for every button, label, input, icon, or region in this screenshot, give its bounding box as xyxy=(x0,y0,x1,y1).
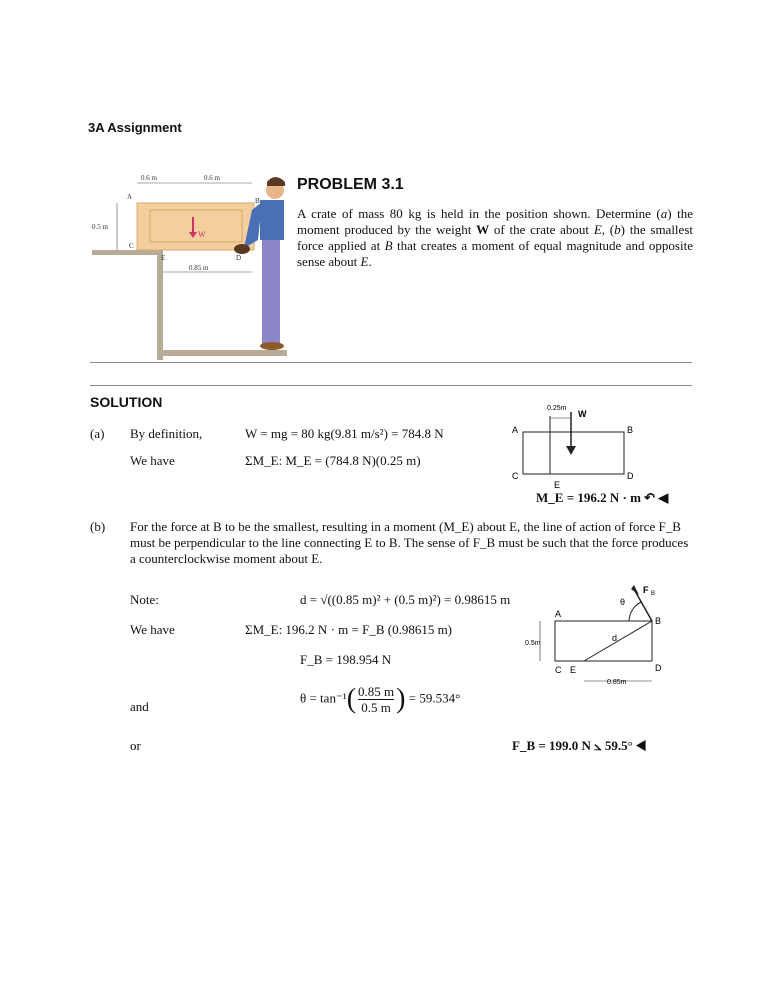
svg-text:C: C xyxy=(555,665,562,675)
divider xyxy=(90,385,692,386)
equation: F_B = 198.954 N xyxy=(300,652,392,667)
svg-text:C: C xyxy=(129,242,134,250)
problem-title: PROBLEM 3.1 xyxy=(297,176,404,193)
svg-text:A: A xyxy=(512,425,519,435)
part-a-diagram xyxy=(510,400,670,490)
equation: ΣM_E: 196.2 N · m = F_B (0.98615 m) xyxy=(245,622,453,637)
part-b-text: For the force at B to be the smallest, resulting in a moment (M_E) about E, the line of action of force F_B must be perpendicular to the line connecting E to B. The sense of F_B must be such that the force produces a counterclockwise moment about E. xyxy=(130,519,689,566)
dim-height: 0.5 m xyxy=(92,223,108,231)
equation: W = mg = 80 kg(9.81 m/s²) = 784.8 N xyxy=(245,426,444,441)
dim-top-left: 0.6 m xyxy=(141,174,157,182)
dim-label: 0.85m xyxy=(607,679,627,686)
svg-text:B: B xyxy=(255,197,260,205)
svg-text:B: B xyxy=(655,616,662,626)
final-answer: F_B = 199.0 N ⦣ 59.5° ◀ xyxy=(512,738,647,753)
part-b-label: (b) xyxy=(90,519,106,534)
svg-text:E: E xyxy=(161,254,166,262)
part-a-label: (a) xyxy=(90,426,105,441)
page-heading: 3A Assignment xyxy=(88,120,182,135)
text: Note: xyxy=(130,592,159,607)
dim-label: 0.25m xyxy=(547,405,567,412)
svg-text:B: B xyxy=(651,591,656,597)
dim-top-right: 0.6 m xyxy=(204,174,220,182)
text: By definition, xyxy=(130,426,203,441)
svg-text:θ: θ xyxy=(620,597,626,607)
theta-equation: θ = tan⁻¹( $\frac{0.85 m}{0.5 m}$ ) = 59.534° xyxy=(300,683,461,715)
crate-figure xyxy=(92,160,292,360)
svg-text:E: E xyxy=(570,665,577,675)
equation: d = √((0.85 m)² + (0.5 m)²) = 0.98615 m xyxy=(300,592,511,607)
svg-text:D: D xyxy=(655,663,662,673)
text: or xyxy=(130,738,141,753)
svg-text:W: W xyxy=(198,230,206,239)
text: We have xyxy=(130,453,175,468)
divider xyxy=(90,362,692,363)
text: We have xyxy=(130,622,175,637)
svg-text:D: D xyxy=(236,254,242,262)
part-b-diagram xyxy=(515,585,675,705)
equation: ΣM_E: M_E = (784.8 N)(0.25 m) xyxy=(245,453,421,468)
problem-text: A crate of mass 80 kg is held in the position shown. Determine (a) the moment produced by the weight W of the crate about E, (b) the smallest force applied at B that creates a moment of equal magnitude and opposite sense about E. xyxy=(297,206,693,269)
text: and xyxy=(130,699,149,714)
svg-text:D: D xyxy=(627,471,634,481)
solution-title: SOLUTION xyxy=(90,394,163,410)
dim-label: 0.5m xyxy=(525,640,541,647)
svg-text:F: F xyxy=(643,585,649,595)
svg-text:d: d xyxy=(612,633,618,643)
result-me: M_E = 196.2 N · m ↶ ◀ xyxy=(536,490,669,505)
svg-text:W: W xyxy=(578,409,587,419)
svg-text:C: C xyxy=(512,471,519,481)
svg-text:B: B xyxy=(627,425,634,435)
svg-text:A: A xyxy=(555,609,562,619)
dim-bottom: 0.85 m xyxy=(189,264,209,272)
svg-text:E: E xyxy=(554,480,561,490)
svg-text:A: A xyxy=(127,193,133,201)
